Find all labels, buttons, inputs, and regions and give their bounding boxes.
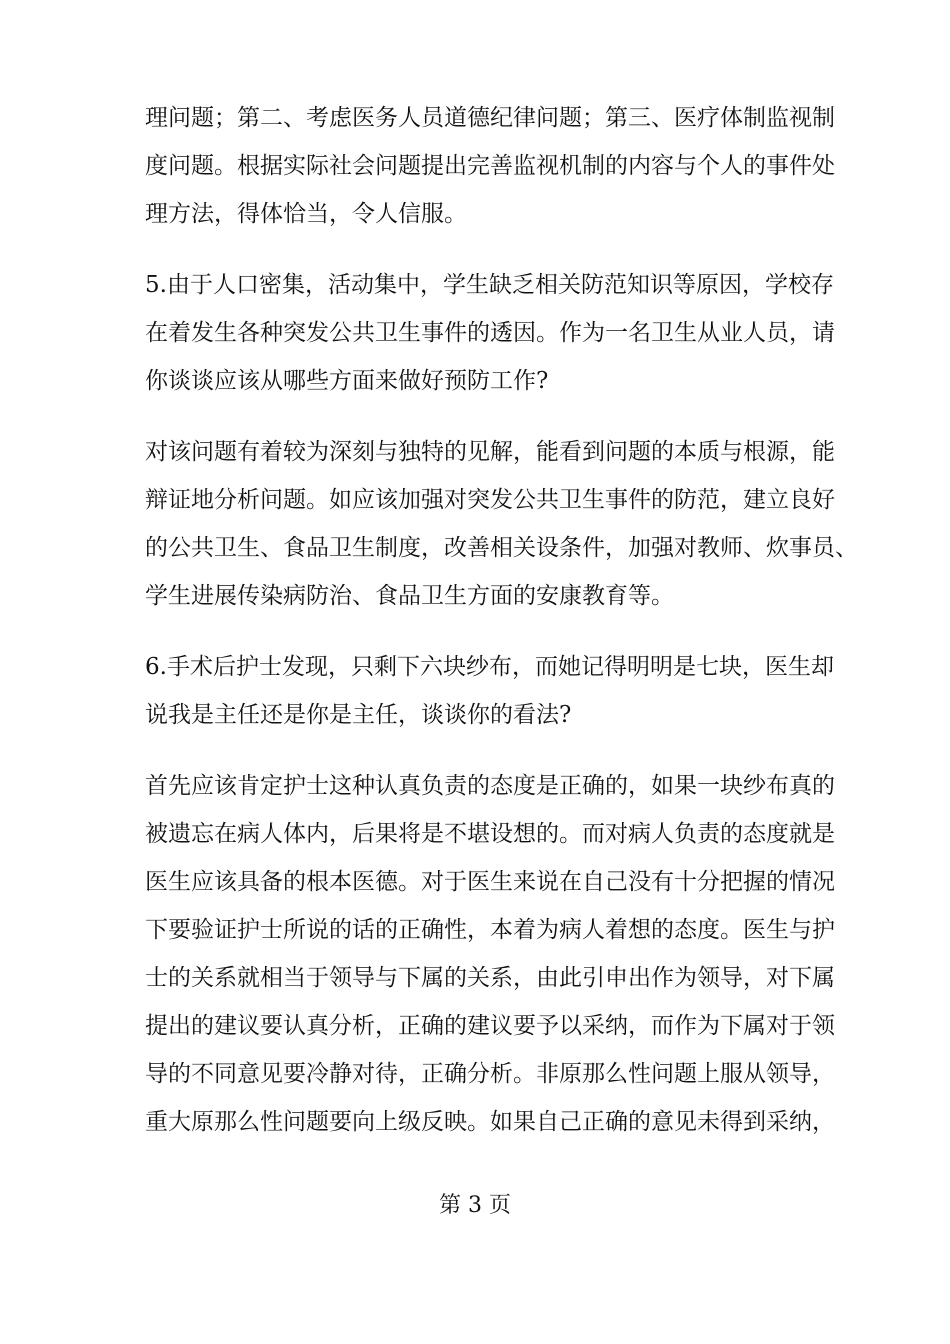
paragraph-1: [145, 94, 835, 238]
answer-6: [145, 762, 835, 1146]
text-line: 医生应该具备的根本医德。对于医生来说在自己没有十分把握的情况: [145, 869, 835, 895]
text-line: 度问题。根据实际社会问题提出完善监视机制的内容与个人的事件处: [145, 153, 835, 179]
text-line: 对该问题有着较为深刻与独特的见解，能看到问题的本质与根源，能: [145, 439, 835, 465]
text-line: 重大原那么性问题要向上级反映。如果自己正确的意见未得到采纳，: [145, 1109, 835, 1135]
text-line: 学生进展传染病防治、食品卫生方面的安康教育等。: [145, 583, 674, 609]
text-line: 理方法，得体恰当，令人信服。: [145, 201, 467, 227]
document-body: [145, 94, 858, 1169]
question-6: [145, 643, 834, 739]
text-line: 5.由于人口密集，活动集中，学生缺乏相关防范知识等原因，学校存: [145, 272, 834, 298]
text-line: 首先应该肯定护士这种认真负责的态度是正确的，如果一块纱布真的: [145, 773, 835, 799]
text-line: 你谈谈应该从哪些方面来做好预防工作?: [145, 368, 549, 394]
text-line: 被遗忘在病人体内，后果将是不堪设想的。而对病人负责的态度就是: [145, 821, 835, 847]
text-line: 下要验证护士所说的话的正确性，本着为病人着想的态度。医生与护: [145, 917, 835, 943]
answer-5: [145, 428, 858, 620]
text-line: 士的关系就相当于领导与下属的关系，由此引申出作为领导，对下属: [145, 965, 835, 991]
question-5: [145, 261, 835, 405]
text-line: 理问题；第二、考虑医务人员道德纪律问题；第三、医疗体制监视制: [145, 105, 835, 131]
page-number: 第 3 页: [439, 1193, 511, 1218]
text-line: 提出的建议要认真分析，正确的建议要予以采纳，而作为下属对于领: [145, 1013, 835, 1039]
text-line: 的公共卫生、食品卫生制度，改善相关设条件，加强对教师、炊事员、: [145, 535, 858, 561]
text-line: 在着发生各种突发公共卫生事件的透因。作为一名卫生从业人员，请: [145, 320, 835, 346]
text-line: 说我是主任还是你是主任，谈谈你的看法?: [145, 702, 572, 728]
text-line: 导的不同意见要冷静对待，正确分析。非原那么性问题上服从领导，: [145, 1061, 835, 1087]
text-line: 6.手术后护士发现，只剩下六块纱布，而她记得明明是七块，医生却: [145, 654, 834, 680]
text-line: 辩证地分析问题。如应该加强对突发公共卫生事件的防范，建立良好: [145, 487, 835, 513]
